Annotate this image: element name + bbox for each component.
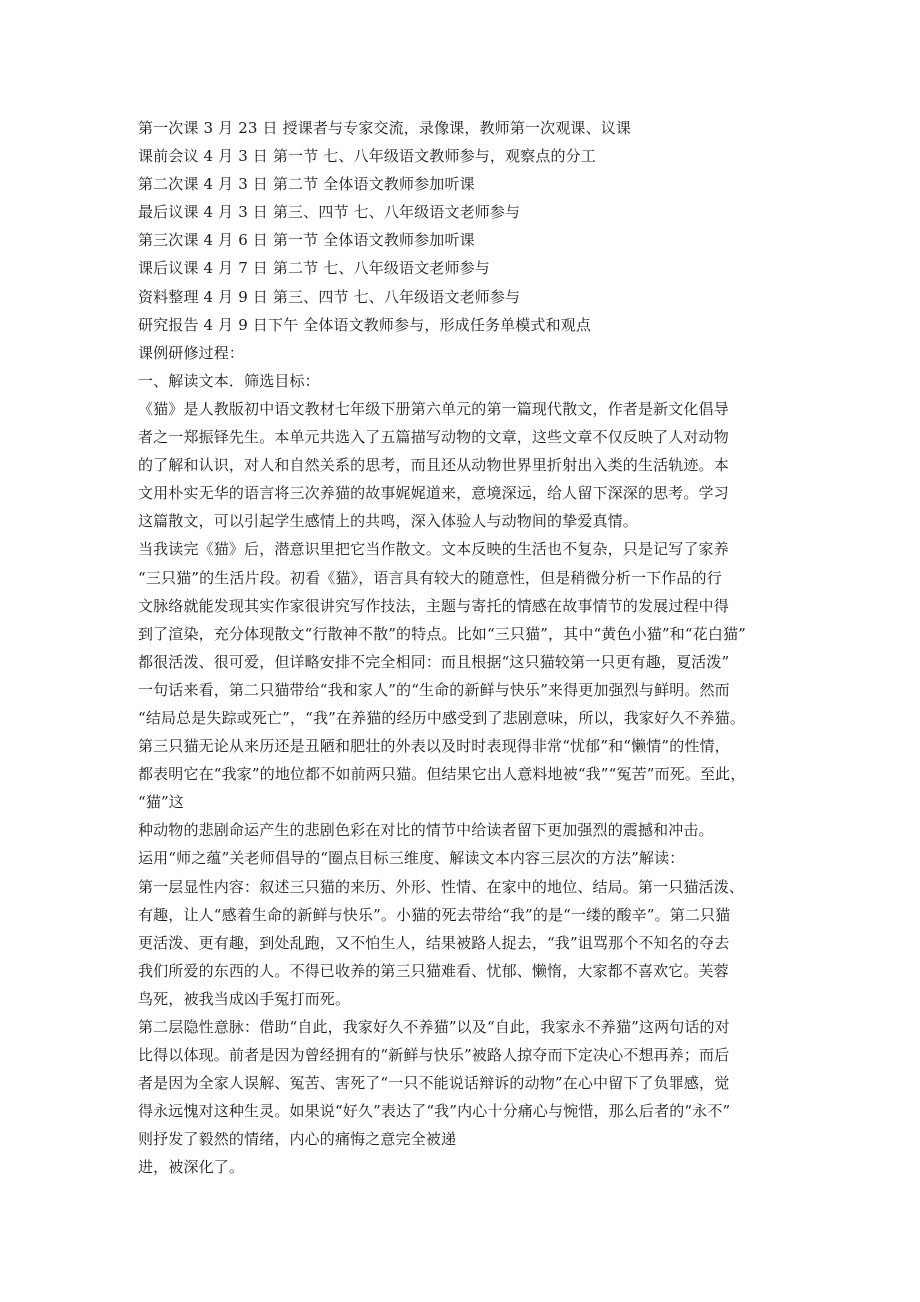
text-line: “猫”这 — [138, 793, 184, 812]
text-line: 有趣，让人“感着生命的新鲜与快乐”。小猫的死去带给“我”的是“一缕的酸辛”。第二只猫 — [138, 905, 731, 924]
text-line: 进，被深化了。 — [138, 1158, 245, 1177]
text-line: 得永远愧对这种生灵。如果说“好久”表达了“我”内心十分痛心与惋惜，那么后者的“永不” — [138, 1102, 731, 1121]
text-line: 课后议课 4 月 7 日 第二节 七、八年级语文老师参与 — [138, 259, 490, 278]
text-line: 则抒发了毅然的情绪，内心的痛悔之意完全被递 — [138, 1130, 457, 1149]
text-line: 运用“师之蕴”关老师倡导的“圈点目标三维度、解读文本内容三层次的方法”解读： — [138, 849, 685, 868]
text-line: 第三只猫无论从来历还是丑陋和肥壮的外表以及时时表现得非常“忧郁”和“懒情”的性情， — [138, 737, 730, 756]
text-line: 更活泼、更有趣，到处乱跑，又不怕生人，结果被路人捉去，“我”诅骂那个不知名的夺去 — [138, 933, 730, 952]
text-line: “三只猫”的生活片段。初看《猫》，语言具有较大的随意性，但是稍微分析一下作品的行 — [138, 568, 722, 587]
text-line: 都表明它在“我家”的地位都不如前两只猫。但结果它出人意料地被“我”“冤苦”而死。至此， — [138, 765, 746, 784]
text-line: 者之一郑振铎先生。本单元共选入了五篇描写动物的文章，这些文章不仅反映了人对动物 — [138, 428, 729, 447]
document-body — [138, 114, 818, 1182]
section-heading: 一、解读文本．筛选目标： — [138, 371, 320, 390]
text-line: 研究报告 4 月 9 日下午 全体语文教师参与，形成任务单模式和观点 — [138, 315, 592, 334]
text-line: 课前会议 4 月 3 日 第一节 七、八年级语文教师参与，观察点的分工 — [138, 147, 596, 166]
text-line: 鸟死，被我当成凶手冤打而死。 — [138, 989, 351, 1008]
text-line: 文用朴实无华的语言将三次养猫的故事娓娓道来，意境深远，给人留下深深的思考。学习 — [138, 484, 729, 503]
text-line: 资料整理 4 月 9 日 第三、四节 七、八年级语文老师参与 — [138, 287, 521, 306]
text-line: 第一次课 3 月 23 日 授课者与专家交流，录像课，教师第一次观课、议课 — [138, 119, 632, 137]
text-line: 的了解和认识，对人和自然关系的思考，而且还从动物世界里折射出入类的生活轨迹。本 — [138, 456, 729, 475]
text-line: 第二次课 4 月 3 日 第二节 全体语文教师参加听课 — [138, 175, 475, 194]
text-line: 文脉络就能发现其实作家很讲究写作技法，主题与寄托的情感在故事情节的发展过程中得 — [138, 596, 729, 615]
text-line: 《猫》是人教版初中语文教材七年级下册第六单元的第一篇现代散文，作者是新文化倡导 — [138, 399, 729, 418]
text-line: 比得以体现。前者是因为曾经拥有的“新鲜与快乐”被路人掠夺而下定决心不想再养；而后 — [138, 1046, 730, 1065]
text-line: 一句话来看，第二只猫带给“我和家人”的“生命的新鲜与快乐”来得更加强烈与鲜明。然而 — [138, 680, 730, 699]
text-line: 到了渲染，充分体现散文“行散神不散”的特点。比如“三只猫”，其中“黄色小猫”和“花白猫” — [138, 624, 746, 643]
text-line: 第二层隐性意脉：借助“自此，我家好久不养猫”以及“自此，我家永不养猫”这两句话的对 — [138, 1018, 730, 1036]
section-heading: 课例研修过程： — [138, 343, 245, 362]
text-line: 种动物的悲剧命运产生的悲剧色彩在对比的情节中给读者留下更加强烈的震撼和冲击。 — [138, 821, 714, 840]
text-line: 最后议课 4 月 3 日 第三、四节 七、八年级语文老师参与 — [138, 203, 521, 222]
text-line: 当我读完《猫》后，潜意识里把它当作散文。文本反映的生活也不复杂，只是记写了家养 — [138, 540, 729, 559]
text-line: 第三次课 4 月 6 日 第一节 全体语文教师参加听课 — [138, 231, 475, 250]
text-line: “结局总是失踪或死亡”，“我”在养猫的经历中感受到了悲剧意味，所以，我家好久不养猫。 — [138, 708, 745, 727]
text-line: 我们所爱的东西的人。不得已收养的第三只猫难看、忧郁、懒惰，大家都不喜欢它。芙蓉 — [138, 961, 729, 980]
text-line: 者是因为全家人误解、冤苦、害死了“一只不能说话辩诉的动物”在心中留下了负罪感，觉 — [138, 1074, 730, 1093]
text-line: 这篇散文，可以引起学生感情上的共鸣，深入体验人与动物间的挚爱真情。 — [138, 512, 638, 531]
text-line: 都很活泼、很可爱，但详略安排不完全相同：而且根据“这只猫较第一只更有趣，夏活泼” — [138, 652, 730, 671]
text-line: 第一层显性内容：叙述三只猫的来历、外形、性情、在家中的地位、结局。第一只猫活泼、 — [138, 877, 745, 896]
